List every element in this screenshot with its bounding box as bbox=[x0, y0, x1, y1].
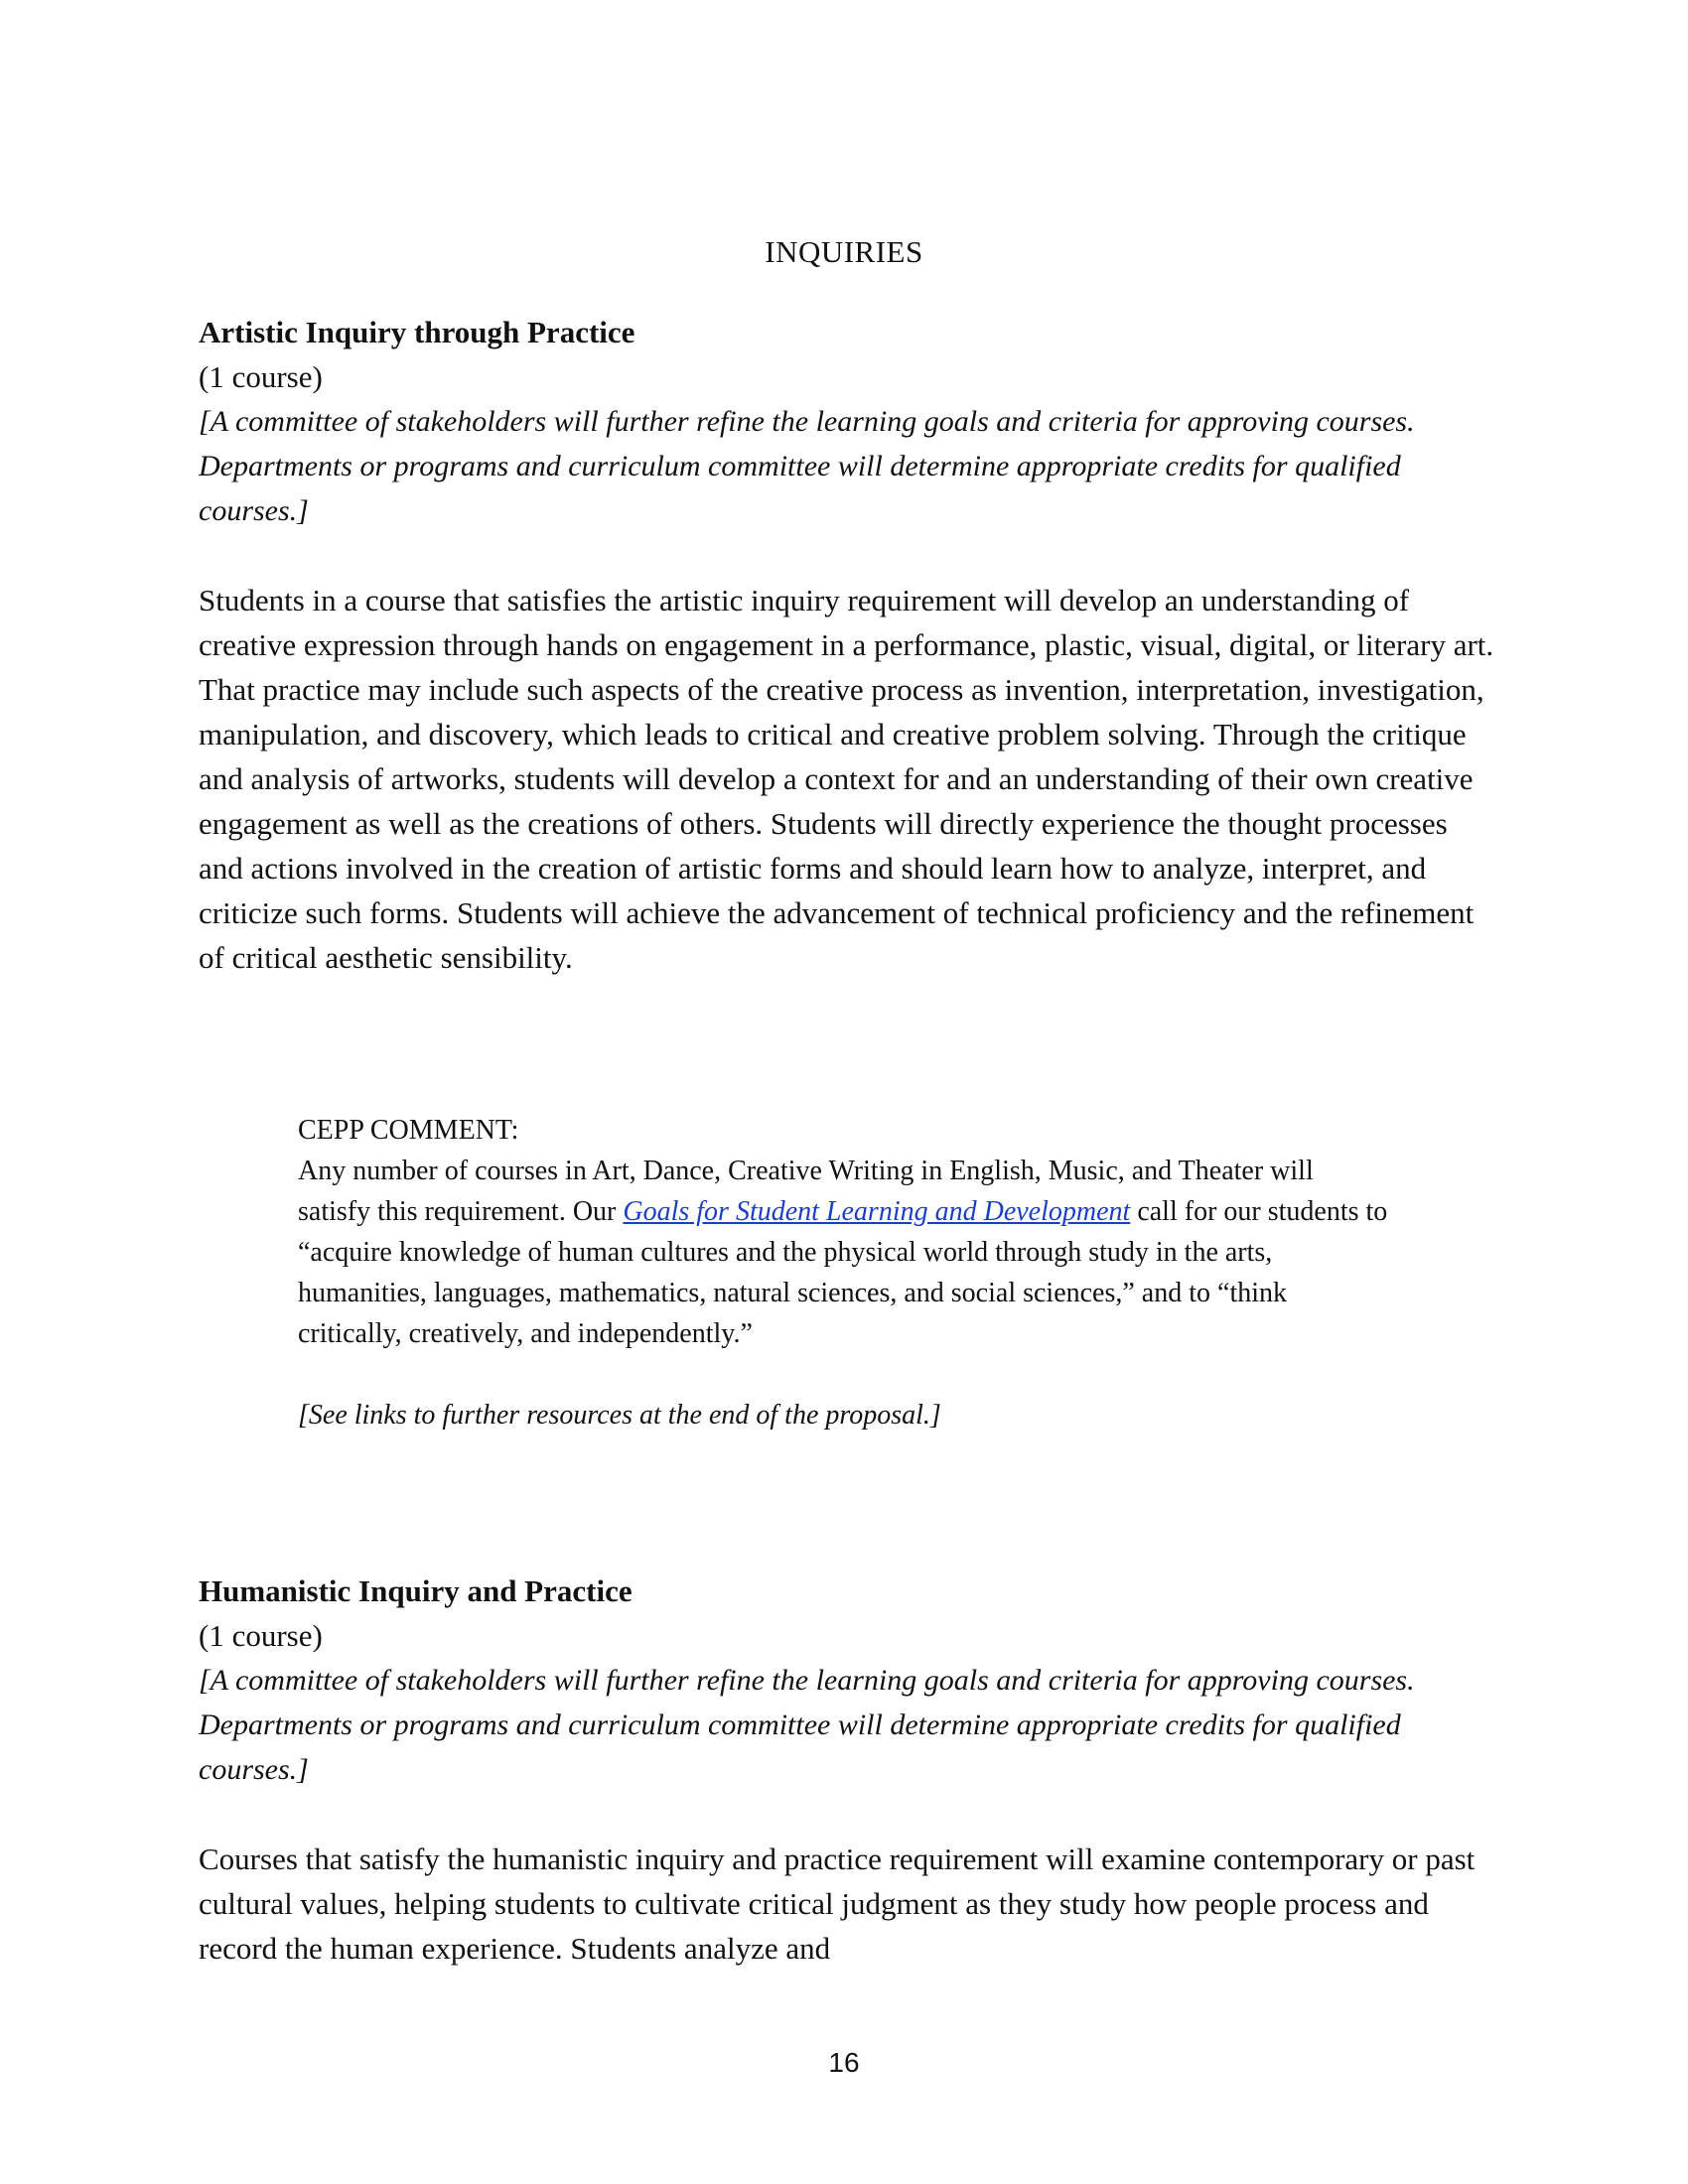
committee-note: [A committee of stakeholders will further refine the learning goals and criteria for approving courses. Departments or programs and curriculum committee will determine appropriate credits for qualified courses.] bbox=[199, 1664, 1415, 1786]
course-count: (1 course) bbox=[199, 359, 323, 394]
cepp-comment bbox=[298, 1110, 1390, 1435]
resources-note: [See links to further resources at the end of the proposal.] bbox=[298, 1400, 941, 1431]
section-body: Students in a course that satisfies the artistic inquiry requirement will develop an understanding of creative expression through hands on engagement in a performance, plastic, visual, digital, or literary art. That practice may include such aspects of the creative process as invention, interpretation, investigation, manipulation, and discovery, which leads to critical and creative problem solving. Through the critique and analysis of artworks, students will develop a context for and an understanding of their own creative engagement as well as the creations of others. Students will directly experience the thought processes and actions involved in the creation of artistic forms and should learn how to analyze, interpret, and criticize such forms. Students will achieve the advancement of technical proficiency and the refinement of critical aesthetic sensibility. bbox=[199, 583, 1494, 975]
page-number: 16 bbox=[828, 2047, 860, 2078]
section-humanistic-inquiry bbox=[199, 1569, 1499, 1971]
course-count: (1 course) bbox=[199, 1618, 323, 1653]
comment-text bbox=[298, 1151, 1390, 1354]
section-title: Humanistic Inquiry and Practice bbox=[199, 1573, 633, 1608]
section-body: Courses that satisfy the humanistic inquiry and practice requirement will examine contemporary or past cultural values, helping students to cultivate critical judgment as they study how people process and record the human experience. Students analyze and bbox=[199, 1842, 1476, 1966]
page-heading: INQUIRIES bbox=[765, 234, 923, 269]
comment-text-start: Any number of courses in Art, Dance, Creative Writing in English, Music, and Theater will satisfy this requirement. Our bbox=[298, 1156, 1314, 1227]
comment-text-end: call for our students to “acquire knowledge of human cultures and the physical world through study in the arts, humanities, languages, mathematics, natural sciences, and social sciences,” and to “think critically, creatively, and independently.” bbox=[298, 1196, 1388, 1349]
section-title: Artistic Inquiry through Practice bbox=[199, 315, 635, 349]
goals-link[interactable]: Goals for Student Learning and Development bbox=[623, 1196, 1131, 1227]
committee-note: [A committee of stakeholders will further refine the learning goals and criteria for approving courses. Departments or programs and curriculum committee will determine appropriate credits for qualified courses.] bbox=[199, 405, 1415, 527]
section-artistic-inquiry bbox=[199, 310, 1499, 980]
comment-label: CEPP COMMENT: bbox=[298, 1115, 519, 1146]
